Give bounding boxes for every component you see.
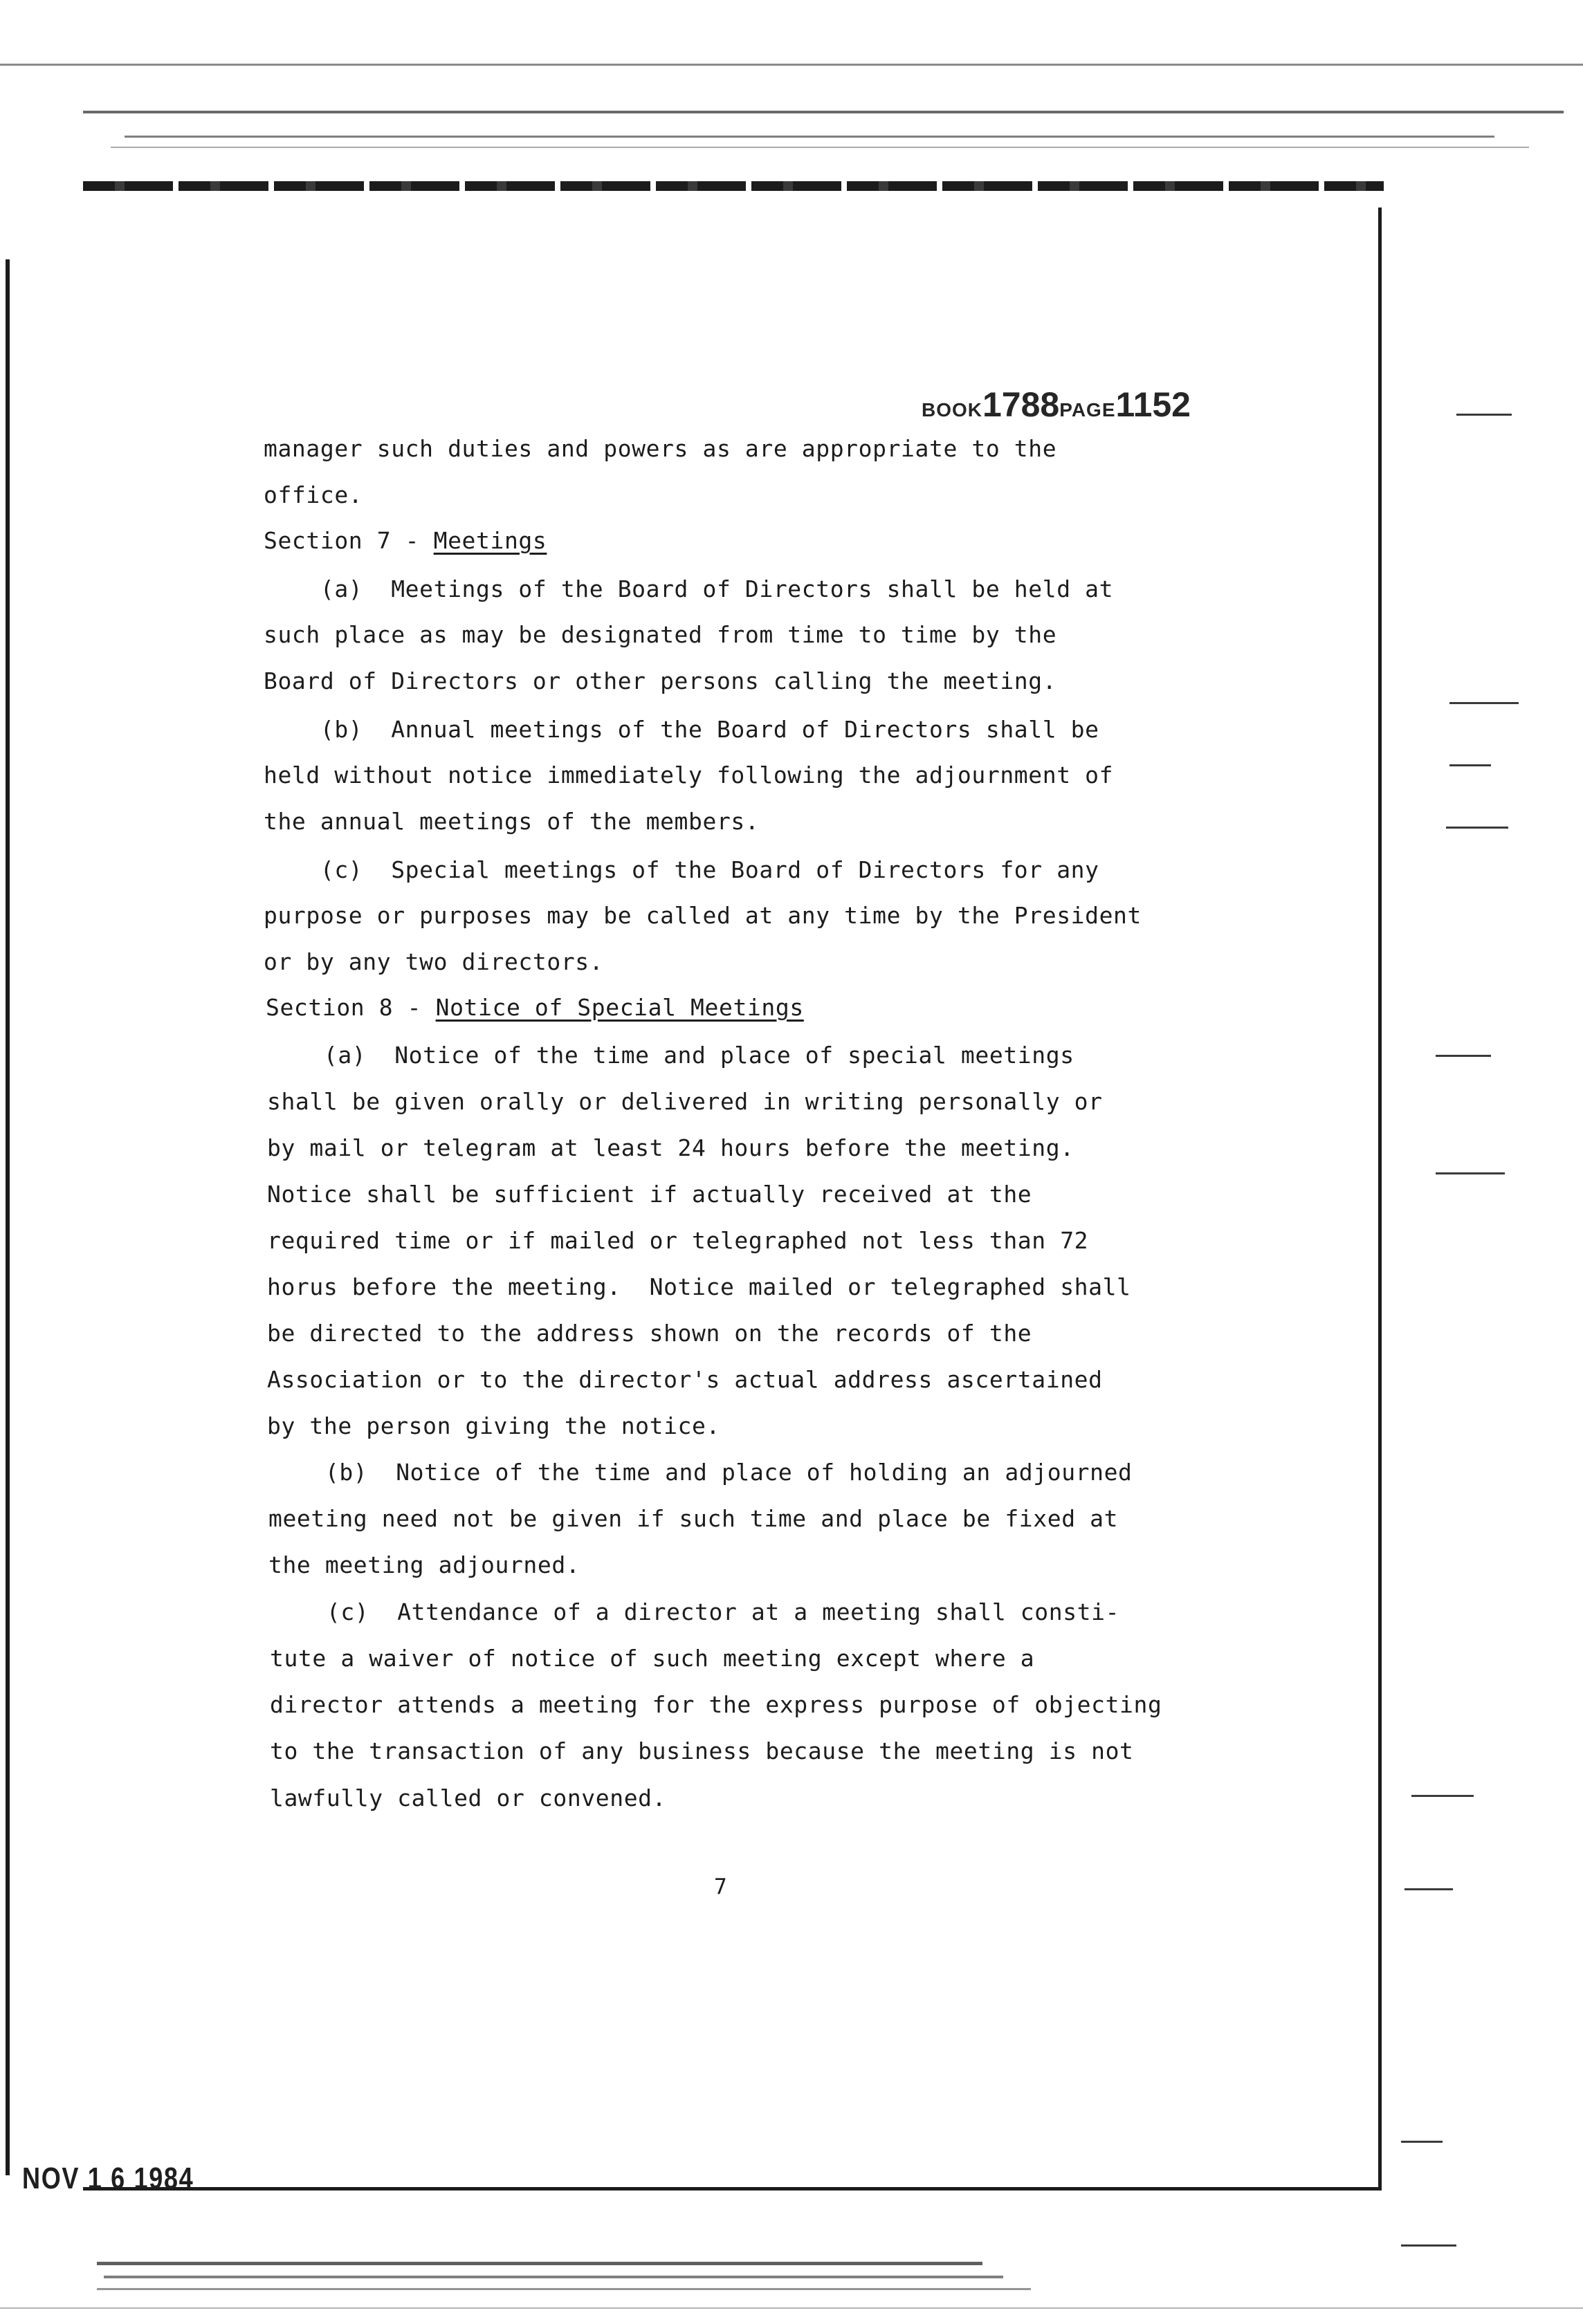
text-line: (c) Attendance of a director at a meeting shall consti- <box>270 1598 1120 1625</box>
text-line: the meeting adjourned. <box>268 1551 580 1578</box>
section-8-title: Notice of Special Meetings <box>435 994 804 1021</box>
text-line: horus before the meeting. Notice mailed or telegraphed shall <box>267 1273 1131 1300</box>
text-line: be directed to the address shown on the records of the <box>267 1320 1032 1347</box>
book-number: 1788 <box>982 385 1060 424</box>
text-line: (a) Meetings of the Board of Directors shall be held at <box>264 575 1114 602</box>
text-line: by the person giving the notice. <box>267 1412 720 1439</box>
text-line: Board of Directors or other persons calling the meeting. <box>264 667 1057 694</box>
section-7-title: Meetings <box>433 527 547 554</box>
text-line: (b) Annual meetings of the Board of Directors shall be <box>264 716 1099 743</box>
text-line: Notice shall be sufficient if actually received at the <box>267 1181 1032 1208</box>
text-line: manager such duties and powers as are appropriate to the <box>264 435 1057 462</box>
text-line: shall be given orally or delivered in writing personally or <box>267 1088 1103 1115</box>
section-7-label: Section 7 - <box>264 527 434 554</box>
text-line: by mail or telegram at least 24 hours before the meeting. <box>267 1134 1074 1161</box>
frame-left-border <box>6 259 10 2175</box>
section-heading <box>264 527 547 555</box>
footer-page-number: 7 <box>714 1874 727 1899</box>
text-line: or by any two directors. <box>264 948 604 975</box>
text-line: such place as may be designated from time to time by the <box>264 621 1057 648</box>
text-line: lawfully called or convened. <box>270 1784 667 1811</box>
book-page-reference <box>922 385 1191 425</box>
text-line: office. <box>264 481 363 508</box>
text-line: director attends a meeting for the express purpose of objecting <box>270 1691 1162 1718</box>
text-line: tute a waiver of notice of such meeting except where a <box>270 1645 1035 1672</box>
text-line: purpose or purposes may be called at any time by the President <box>264 902 1142 929</box>
text-line: Association or to the director's actual address ascertained <box>267 1366 1103 1393</box>
text-line: required time or if mailed or telegraphed not less than 72 <box>267 1227 1089 1254</box>
text-line: the annual meetings of the members. <box>264 808 760 835</box>
section-heading <box>266 994 804 1022</box>
text-line: (b) Notice of the time and place of holding an adjourned <box>268 1459 1133 1486</box>
text-line: to the transaction of any business because the meeting is not <box>270 1737 1134 1764</box>
page-number-reference: 1152 <box>1115 385 1191 424</box>
text-line: (a) Notice of the time and place of special meetings <box>267 1042 1074 1069</box>
text-line: held without notice immediately following the adjournment of <box>264 762 1114 788</box>
frame-top-border <box>83 181 1384 191</box>
page-prefix: PAGE <box>1059 399 1116 421</box>
book-prefix: BOOK <box>922 399 982 421</box>
text-line: (c) Special meetings of the Board of Directors for any <box>264 856 1099 883</box>
text-line: meeting need not be given if such time and place be fixed at <box>268 1505 1119 1532</box>
section-8-label: Section 8 - <box>266 994 436 1021</box>
recording-date-stamp: NOV 1 6 1984 <box>22 2161 194 2195</box>
